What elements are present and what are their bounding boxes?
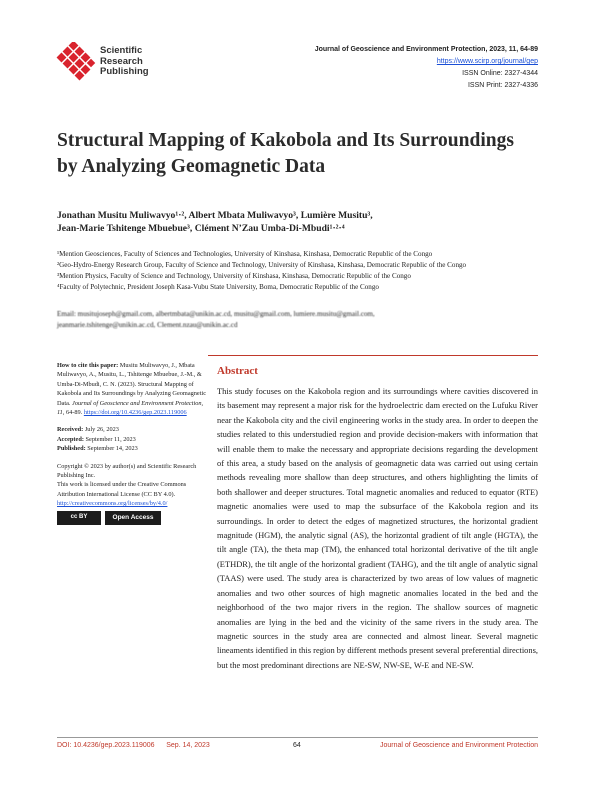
abstract-body: This study focuses on the Kakobola region and its surroundings where cavities discovered in its basement may represent a major risk for the hydroelectric dam erected on the Lufuku River near the Kakobola city and the civil engineering works in the study area. In order to deepen the studies related to this understudied region and provide decision-makers with information that will enable them to make the necessary and appropriate decisions regarding the development of this area, a study based on the analysis of geomagnetic data was carried out using certain methods revealing more shallow than deep structures, and others highlighting the limits of both shallower and deeper structures. Total magnetic anomalies and reduced to equator (RTE) magnetic anomalies were used to map the subsurface of the Kakobola region and its surroundings. In order to detect the edges of magnetized structures, the horizontal gradient magnitude (HGM), the analytic signal (AS), the horizontal gradient of tilt angle (HGTA), the tilt angle (TA), the theta map (TM), the enhanced total horizontal derivative of the tilt angle (ETHDR), the tilt angle of the horizontal gradient (TAHG), and the tilt angle of analytic signal (TAAS) were used. The study area is characterized by two areas of low values of magnetic anomalies and two other sources of high magnetic anomalies located in the bed and the neighborhood of the two major rivers in the region. The shallow sources of magnetic anomalies are lying in the bed and the vicinity of the same rivers in the study area. The magnetic sources in the study area are connected and almost linear. Several magnetic lineaments identified in this region by different methods present several preferential directions, but the most predominant directions are NE-SW, NW-SE, W-E and NE-SW.: [217, 386, 538, 670]
license-block: [57, 462, 207, 525]
open-access-badge: Open Access: [105, 511, 161, 525]
abstract-divider: [208, 355, 538, 356]
authors-line-1: Jonathan Musitu Muliwavyo¹·², Albert Mbata Muliwavyo³, Lumière Musitu³,: [57, 210, 373, 221]
accepted-date: September 11, 2023: [85, 435, 136, 443]
license-url-link[interactable]: http://creativecommons.org/licenses/by/4.0/: [57, 500, 168, 508]
affiliation-2: ²Geo-Hydro-Energy Research Group, Faculty of Science and Technology, University of Kinshasa, Kinshasa, Democratic Republic of the Congo: [57, 260, 467, 269]
accepted-label: Accepted:: [57, 435, 84, 443]
journal-info: [315, 44, 538, 92]
footer-date: Sep. 14, 2023: [166, 742, 210, 749]
cite-label: How to cite this paper:: [57, 362, 119, 369]
publisher-logo: [56, 40, 186, 86]
affiliation-4: ⁴Faculty of Polytechnic, President Joseph Kasa-Vubu State University, Boma, Democratic Republic of the Congo: [57, 282, 379, 291]
license-text: This work is licensed under the Creative Commons Attribution International License (CC BY 4.0).: [57, 481, 187, 498]
copyright-text: Copyright © 2023 by author(s) and Scientific Research Publishing Inc.: [57, 462, 197, 480]
affiliations: [57, 249, 542, 293]
affiliation-1: ¹Mention Geosciences, Faculty of Sciences and Technologies, University of Kinshasa, Kinshasa, Democratic Republic of the Congo: [57, 250, 433, 258]
footer-journal: Journal of Geoscience and Environment Protection: [380, 742, 538, 749]
citation-block: [57, 361, 207, 417]
license-badges: [57, 511, 207, 525]
logo-line-2: Research: [100, 55, 143, 67]
issn-online: ISSN Online: 2327-4344: [462, 70, 538, 77]
page-number: 64: [293, 742, 301, 749]
logo-line-1: Scientific: [100, 45, 143, 56]
journal-citation: Journal of Geoscience and Environment Protection, 2023, 11, 64-89: [314, 46, 538, 53]
published-date: September 14, 2023: [87, 445, 138, 453]
issn-print: ISSN Print: 2327-4336: [467, 82, 538, 89]
cc-by-badge-icon[interactable]: cc BY: [57, 511, 101, 525]
cite-text: Musitu Muliwavyo, J., Mbata Muliwavyo, A., Musitu, L., Tshitenge Mbuebue, J.-M., & Umba-Di-Mbudi, C. N. (2023). Structural Mapping of Kakobola and Its Surroundings by Analyzing Geomagnetic Data.: [57, 362, 206, 407]
cite-journal: Journal of Geoscience and Environment Protection, 11,: [57, 399, 204, 417]
received-label: Received:: [57, 426, 84, 434]
author-list: [57, 210, 537, 235]
dates-block: [57, 425, 207, 453]
journal-url-link[interactable]: https://www.scirp.org/journal/gep: [436, 58, 538, 65]
footer-divider: [57, 737, 538, 738]
affiliation-3: ³Mention Physics, Faculty of Science and Technology, University of Kinshasa, Kinshasa, Democratic Republic of the Congo: [57, 271, 411, 280]
footer-doi: DOI: 10.4236/gep.2023.119006: [57, 742, 155, 749]
logo-line-3: Publishing: [100, 66, 149, 77]
article-sidebar: [57, 361, 207, 533]
authors-line-2: Jean-Marie Tshitenge Mbuebue³, Clément N’Zau Umba-Di-Mbudi¹·²·⁴: [57, 222, 345, 234]
email-line-2: jeanmarie.tshitenge@unikin.ac.cd, Clement.nzau@unikin.ac.cd: [57, 320, 238, 329]
author-emails: [57, 309, 537, 331]
cite-doi-link[interactable]: https://doi.org/10.4236/gep.2023.119006: [83, 409, 187, 417]
srp-logo-mark-icon: [56, 42, 96, 82]
received-date: July 26, 2023: [84, 426, 119, 434]
paper-title: Structural Mapping of Kakobola and Its Surroundings by Analyzing Geomagnetic Data: [57, 130, 514, 177]
abstract-heading: Abstract: [217, 365, 258, 377]
published-label: Published:: [57, 445, 86, 453]
cite-pages: 64-89.: [65, 409, 83, 417]
email-line-1: Email: musitujoseph@gmail.com, albertmbata@unikin.ac.cd, musitu@gmail.com, lumiere.musitu@gmail.com,: [57, 310, 375, 318]
